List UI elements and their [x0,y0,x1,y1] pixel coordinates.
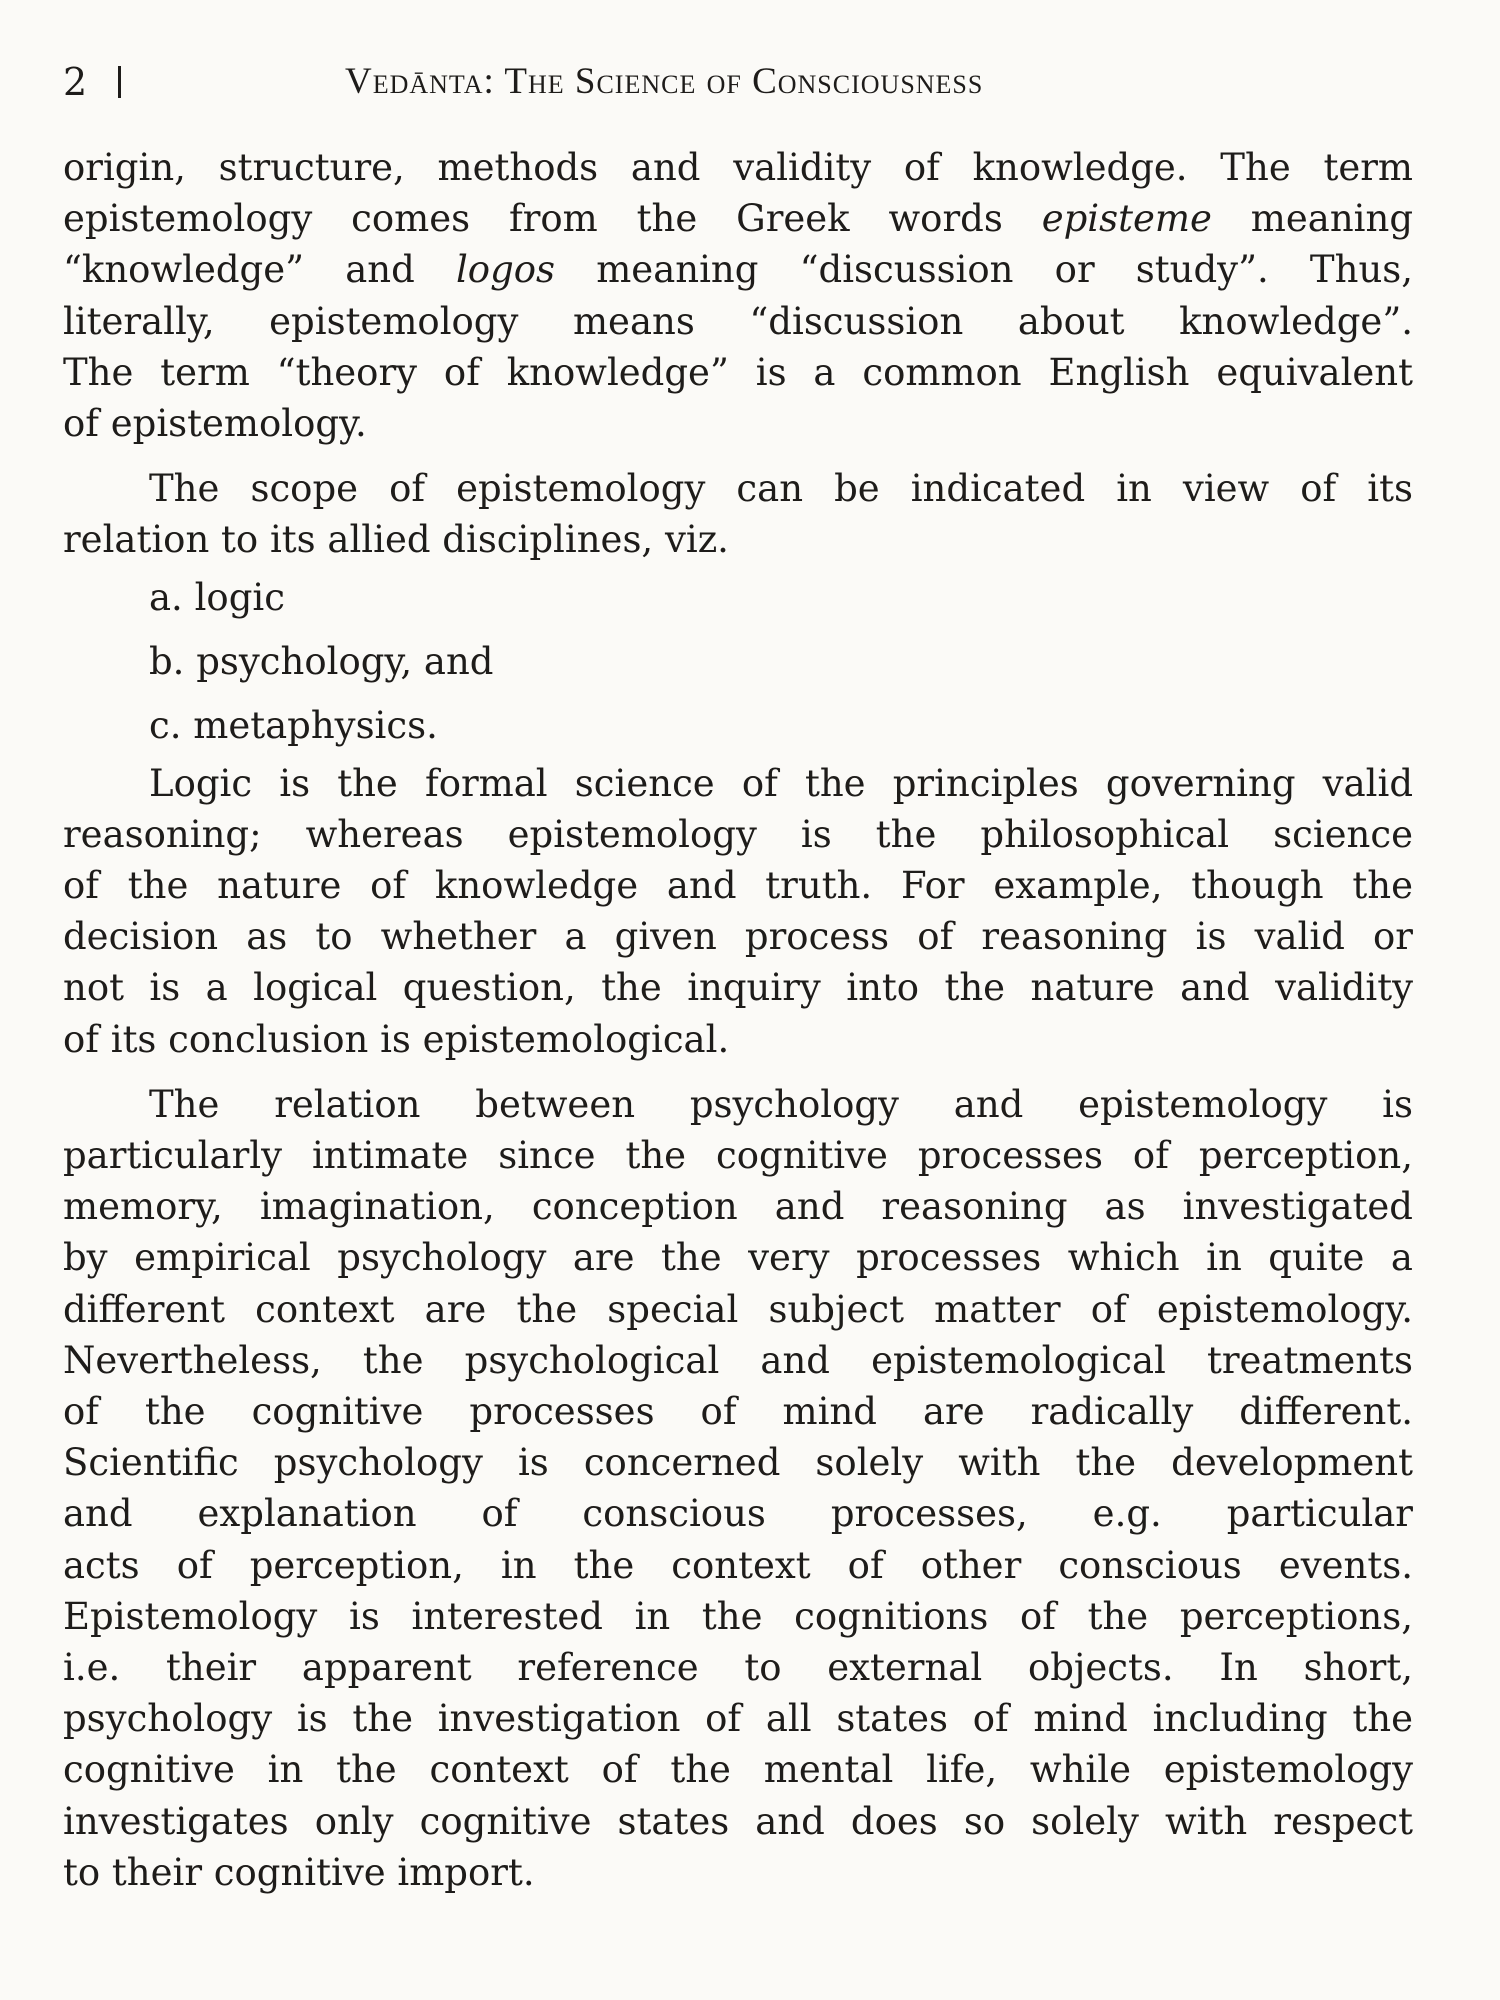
paragraph-gap [63,1065,1413,1079]
text-line: of epistemology. [63,402,367,446]
text-line: reasoning; whereas epistemology is the philosophical science [63,812,1413,856]
list-item-metaphysics: c. metaphysics. [149,703,438,747]
list-item-logic: a. logic [149,575,285,619]
running-title: Vedānta: The Science of Consciousness [345,61,984,102]
text-run: meaning [1250,197,1413,241]
text-line [63,244,1413,295]
text-line: to their cognitive import. [63,1850,535,1894]
text-line: investigates only cognitive states and does so solely with respect [63,1799,1413,1843]
book-page [63,58,1413,1958]
text-line: of the nature of knowledge and truth. For example, though the [63,864,1413,908]
italic-term-logos: logos [455,248,556,292]
text-line: psychology is the investigation of all states of mind including the [63,1697,1413,1741]
text-line: Scientific psychology is concerned solely with the development [63,1441,1413,1485]
text-line: of the cognitive processes of mind are radically different. [63,1390,1413,1434]
text-line: relation to its allied disciplines, viz. [63,518,729,562]
text-run: epistemology comes from the Greek words [63,197,1003,241]
text-run: “knowledge” and [63,248,415,292]
italic-term-episteme: episteme [1041,197,1212,241]
text-line: Nevertheless, the psychological and epistemological treatments [63,1338,1413,1382]
text-line: acts of perception, in the context of other conscious events. [63,1543,1413,1587]
text-line: The scope of epistemology can be indicated in view of its [149,467,1413,511]
text-line: particularly intimate since the cognitive processes of perception, [63,1134,1413,1178]
text-line: i.e. their apparent reference to external objects. In short, [63,1646,1413,1690]
body-text [63,142,1413,1898]
text-line: decision as to whether a given process of reasoning is valid or [63,915,1413,959]
text-line: origin, structure, methods and validity of knowledge. The term [63,146,1413,189]
text-line: not is a logical question, the inquiry into the nature and validity [63,966,1413,1010]
text-line: by empirical psychology are the very processes which in quite a [63,1236,1413,1280]
paragraph-2 [63,463,1413,565]
discipline-list [63,566,1413,758]
text-line: memory, imagination, conception and reasoning as investigated [63,1185,1413,1229]
header-divider [118,66,121,98]
paragraph-gap [63,449,1413,463]
text-line: cognitive in the context of the mental life, while epistemology [63,1748,1413,1792]
text-line: Epistemology is interested in the cognitions of the perceptions, [63,1594,1413,1638]
text-line: of its conclusion is epistemological. [63,1017,730,1061]
text-line: Logic is the formal science of the principles governing valid [149,761,1413,805]
running-head [63,58,1413,106]
paragraph-3 [63,758,1413,1065]
text-run: meaning “discussion or study”. Thus, [596,248,1414,292]
text-line [63,193,1413,244]
text-line: The term “theory of knowledge” is a common English equivalent [63,350,1413,394]
list-item-psychology: b. psychology, and [149,639,494,683]
text-line: different context are the special subject matter of epistemology. [63,1287,1413,1331]
page-number: 2 [63,60,88,104]
text-line: and explanation of conscious processes, e.g. particular [63,1492,1413,1536]
text-line: The relation between psychology and epistemology is [149,1082,1413,1126]
paragraph-1 [63,142,1413,449]
paragraph-4 [63,1079,1413,1898]
text-line: literally, epistemology means “discussion about knowledge”. [63,299,1413,343]
